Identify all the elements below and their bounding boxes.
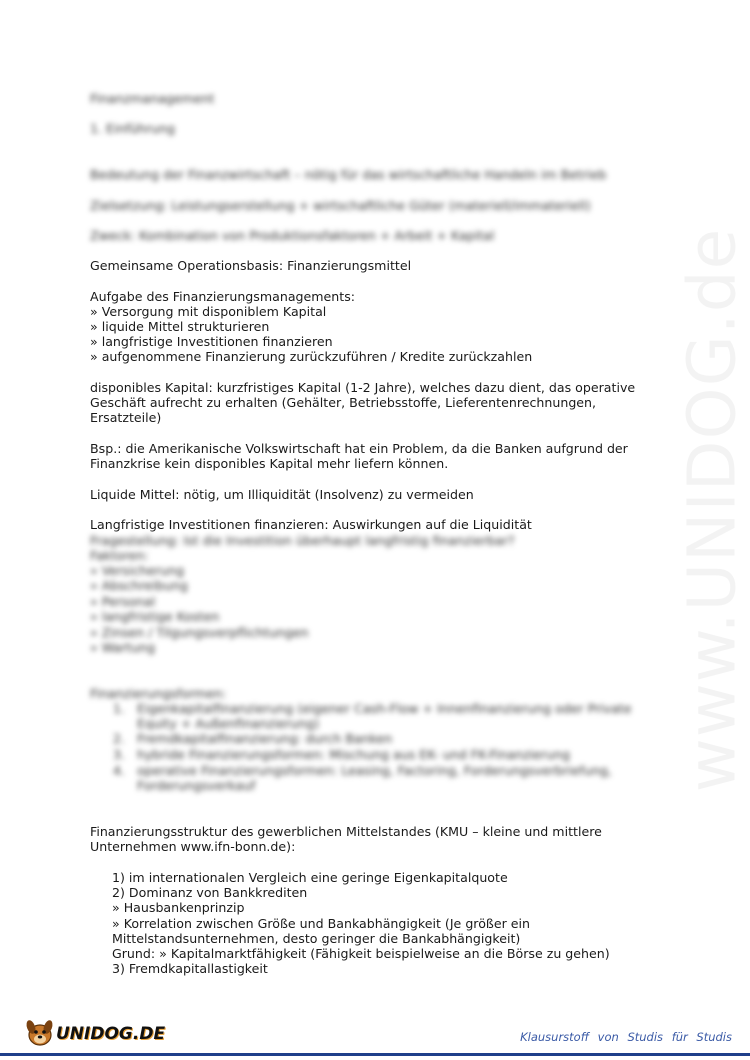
blurred-list-text: operative Finanzierungsformen: Leasing, Factoring, Forderungsverbriefung, xyxy=(137,763,612,778)
watermark xyxy=(674,228,750,792)
list-item: » Korrelation zwischen Größe und Bankabhängigkeit (Je größer ein xyxy=(112,916,531,931)
list-item: 2) Dominanz von Bankkrediten xyxy=(112,885,308,900)
blurred-list-text: hybride Finanzierungsformen: Mischung aus EK- und FK-Finanzierung xyxy=(137,747,570,762)
footer-tagline: Klausurstoff von Studis für Studis xyxy=(520,1030,732,1044)
blurred-text-line: Bedeutung der Finanzwirtschaft – nötig für das wirtschaftliche Handeln im Betrieb xyxy=(90,167,607,182)
blurred-list-text: Forderungsverkauf xyxy=(137,778,256,793)
footer-divider xyxy=(0,1053,750,1056)
list-item: » langfristige Investitionen finanzieren xyxy=(90,334,333,349)
text-line: Gemeinsame Operationsbasis: Finanzierungsmittel xyxy=(90,258,412,273)
text-line: Geschäft aufrecht zu erhalten (Gehälter, Betriebsstoffe, Lieferentenrechnungen, xyxy=(90,395,597,410)
blurred-text-line: Faktoren: xyxy=(90,548,149,563)
blurred-heading: Finanzierungsformen: xyxy=(90,686,227,701)
blurred-section-heading: 1. Einführung xyxy=(90,121,175,136)
unidog-logo xyxy=(22,1013,165,1049)
blurred-list-number: 3. xyxy=(113,747,126,762)
blurred-list-item: » Zinsen / Tilgungsverpflichtungen xyxy=(90,625,309,640)
blurred-list-text: Equity + Außenfinanzierung) xyxy=(137,716,320,731)
blurred-title: Finanzmanagement xyxy=(90,91,215,106)
blurred-list-item: » Wartung xyxy=(90,640,156,655)
blurred-list-text: Fremdkapitalfinanzierung: durch Banken xyxy=(137,731,393,746)
list-item: Mittelstandsunternehmen, desto geringer die Bankabhängigkeit) xyxy=(112,931,521,946)
text-line: Unternehmen www.ifn-bonn.de): xyxy=(90,839,296,854)
text-line: Finanzkrise kein disponibles Kapital mehr liefern können. xyxy=(90,456,449,471)
list-item: 1) im internationalen Vergleich eine geringe Eigenkapitalquote xyxy=(112,870,508,885)
blurred-list-number: 2. xyxy=(113,731,126,746)
list-item: » Versorgung mit disponiblem Kapital xyxy=(90,304,327,319)
list-item: » liquide Mittel strukturieren xyxy=(90,319,270,334)
text-line: Ersatzteile) xyxy=(90,410,162,425)
text-line: Aufgabe des Finanzierungsmanagements: xyxy=(90,289,356,304)
blurred-list-number: 1. xyxy=(113,701,126,716)
text-line: Finanzierungsstruktur des gewerblichen Mittelstandes (KMU – kleine und mittlere xyxy=(90,824,602,839)
text-line: Bsp.: die Amerikanische Volkswirtschaft hat ein Problem, da die Banken aufgrund der xyxy=(90,441,628,456)
blurred-text-line: Fragestellung: Ist die Investition überhaupt langfristig finanzierbar? xyxy=(90,533,515,548)
list-item: Grund: » Kapitalmarktfähigkeit (Fähigkeit beispielweise an die Börse zu gehen) xyxy=(112,946,610,961)
dog-icon xyxy=(22,1013,58,1049)
list-item: » aufgenommene Finanzierung zurückzuführen / Kredite zurückzahlen xyxy=(90,349,533,364)
text-line: Liquide Mittel: nötig, um Illiquidität (Insolvenz) zu vermeiden xyxy=(90,487,474,502)
list-item: 3) Fremdkapitallastigkeit xyxy=(112,961,268,976)
blurred-list-item: » langfristige Kosten xyxy=(90,609,220,624)
blurred-text-line: Zielsetzung: Leistungserstellung + wirtschaftliche Güter (materiell/immateriell) xyxy=(90,198,591,213)
blurred-list-item: » Personal xyxy=(90,594,156,609)
blurred-text-line: Zweck: Kombination von Produktionsfaktoren + Arbeit + Kapital xyxy=(90,228,495,243)
blurred-list-text: Eigenkapitalfinanzierung (eigener Cash-Flow + Innenfinanzierung oder Private xyxy=(137,701,632,716)
blurred-list-item: » Abschreibung xyxy=(90,578,188,593)
list-item: » Hausbankenprinzip xyxy=(112,900,245,915)
text-line: disponibles Kapital: kurzfristiges Kapital (1-2 Jahre), welches dazu dient, das operative xyxy=(90,380,636,395)
logo-text: UNIDOG.DE xyxy=(56,1024,166,1044)
text-line: Langfristige Investitionen finanzieren: Auswirkungen auf die Liquidität xyxy=(90,517,532,532)
blurred-list-number: 4. xyxy=(113,763,126,778)
blurred-list-item: » Versicherung xyxy=(90,563,185,578)
